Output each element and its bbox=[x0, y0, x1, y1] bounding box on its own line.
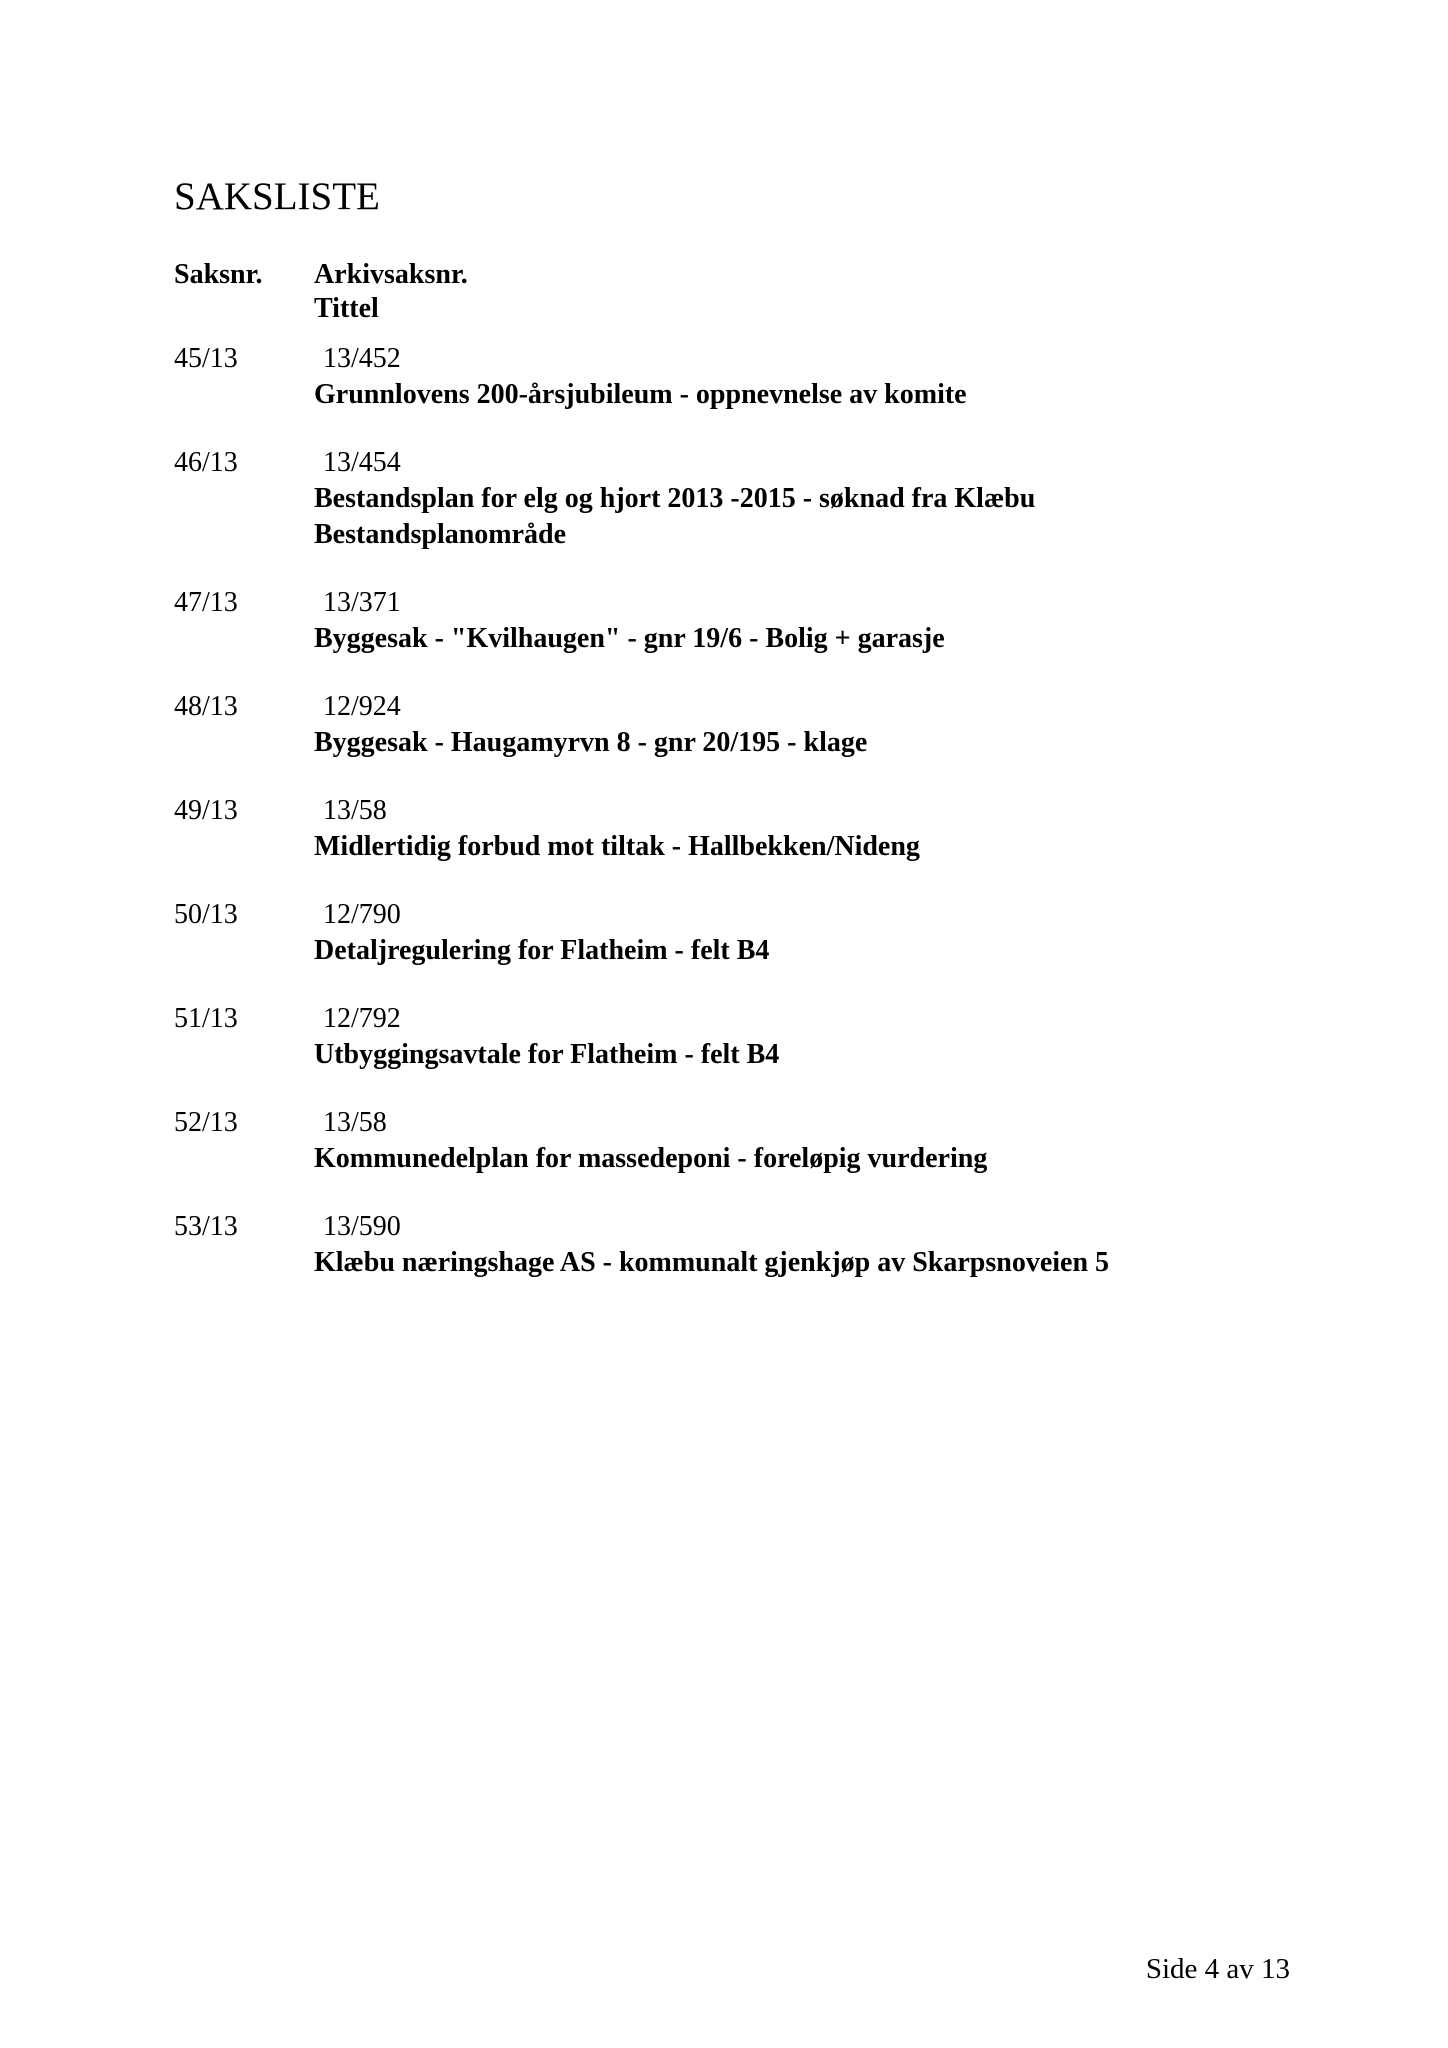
arkivsaksnr: 12/792 bbox=[323, 1003, 401, 1034]
saksnr: 50/13 bbox=[174, 899, 238, 930]
arkivsaksnr: 13/452 bbox=[323, 343, 401, 374]
tittel bbox=[314, 481, 1314, 553]
tittel bbox=[314, 829, 1314, 865]
tittel-line: Utbyggingsavtale for Flatheim - felt B4 bbox=[314, 1039, 780, 1070]
saksnr: 53/13 bbox=[174, 1211, 238, 1242]
arkivsaksnr: 13/58 bbox=[323, 1107, 387, 1138]
tittel bbox=[314, 377, 1314, 413]
saksnr: 48/13 bbox=[174, 691, 238, 722]
page-title: SAKSLISTE bbox=[174, 175, 380, 218]
tittel-line: Bestandsplanområde bbox=[314, 519, 567, 550]
arkivsaksnr: 13/454 bbox=[323, 447, 401, 478]
tittel-line: Klæbu næringshage AS - kommunalt gjenkjøp av Skarpsnoveien 5 bbox=[314, 1247, 1110, 1278]
tittel bbox=[314, 1245, 1314, 1281]
tittel-line: Kommunedelplan for massedeponi - foreløpig vurdering bbox=[314, 1143, 988, 1174]
tittel-line: Midlertidig forbud mot tiltak - Hallbekken/Nideng bbox=[314, 831, 920, 862]
tittel bbox=[314, 725, 1314, 761]
header-tittel: Tittel bbox=[314, 293, 379, 324]
page-number: Side 4 av 13 bbox=[1145, 1953, 1290, 1985]
tittel-line: Byggesak - "Kvilhaugen" - gnr 19/6 - Bolig + garasje bbox=[314, 623, 945, 654]
tittel-line: Bestandsplan for elg og hjort 2013 -2015 - søknad fra Klæbu bbox=[314, 483, 1036, 514]
saksnr: 51/13 bbox=[174, 1003, 238, 1034]
tittel bbox=[314, 1037, 1314, 1073]
saksnr: 52/13 bbox=[174, 1107, 238, 1138]
arkivsaksnr: 12/790 bbox=[323, 899, 401, 930]
tittel-line: Byggesak - Haugamyrvn 8 - gnr 20/195 - klage bbox=[314, 727, 868, 758]
saksnr: 46/13 bbox=[174, 447, 238, 478]
tittel bbox=[314, 621, 1314, 657]
saksnr: 49/13 bbox=[174, 795, 238, 826]
saksnr: 45/13 bbox=[174, 343, 238, 374]
saksnr: 47/13 bbox=[174, 587, 238, 618]
tittel bbox=[314, 1141, 1314, 1177]
arkivsaksnr: 13/590 bbox=[323, 1211, 401, 1242]
arkivsaksnr: 13/58 bbox=[323, 795, 387, 826]
header-arkivsaksnr: Arkivsaksnr. bbox=[314, 259, 468, 290]
arkivsaksnr: 13/371 bbox=[323, 587, 401, 618]
arkivsaksnr: 12/924 bbox=[323, 691, 401, 722]
header-saksnr: Saksnr. bbox=[174, 259, 263, 290]
tittel-line: Grunnlovens 200-årsjubileum - oppnevnelse av komite bbox=[314, 379, 967, 410]
tittel bbox=[314, 933, 1314, 969]
tittel-line: Detaljregulering for Flatheim - felt B4 bbox=[314, 935, 770, 966]
